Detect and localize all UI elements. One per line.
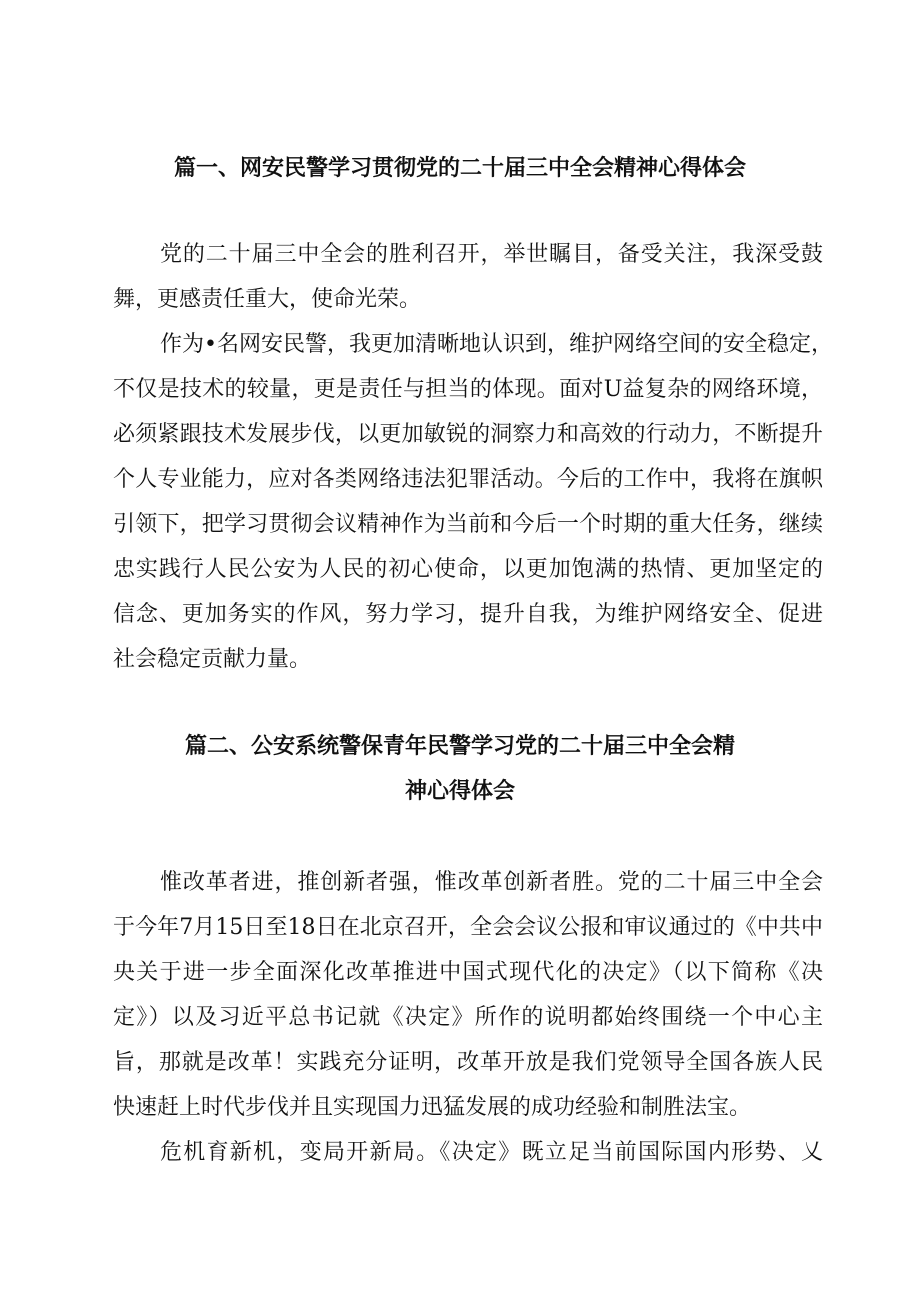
paragraph-line: 个人专业能力，应对各类网络违法犯罪活动。今后的工作中，我将在旗帜 [113, 467, 823, 492]
paragraph-line: 忠实践行人民公安为人民的初心使命，以更加饱满的热情、更加坚定的 [113, 557, 823, 582]
paragraph-line: 快速赶上时代步伐并且实现国力迅猛发展的成功经验和制胜法宝。 [113, 1095, 752, 1120]
paragraph-line: 惟改革者进，推创新者强，惟改革创新者胜。党的二十届三中全会 [160, 870, 823, 895]
paragraph-line: 央关于进一步全面深化改革推进中国式现代化的决定》（以下简称《决 [113, 960, 823, 985]
paragraph-line: 旨，那就是改革！实践充分证明，改革开放是我们党领导全国各族人民 [113, 1050, 823, 1075]
paragraph-line: 作为•名网安民警，我更加清晰地认识到，维护网络空间的安全稳定， [160, 332, 833, 357]
paragraph-line: 于今年7月15日至18日在北京召开，全会会议公报和审议通过的《中共中 [113, 915, 823, 940]
paragraph-line: 引领下，把学习贯彻会议精神作为当前和今后一个时期的重大任务，继续 [113, 512, 823, 537]
paragraph-line: 定》）以及习近平总书记就《决定》所作的说明都始终围绕一个中心主 [113, 1005, 823, 1030]
paragraph-line: 信念、更加务实的作风，努力学习，提升自我，为维护网络安全、促进 [113, 602, 823, 627]
section-2-heading-continued: 神心得体会 [404, 778, 515, 804]
paragraph-line: 舞，更感责任重大，使命光荣。 [113, 287, 422, 312]
paragraph-line: 党的二十届三中全会的胜利召开，举世瞩目，备受关注，我深受鼓 [160, 242, 823, 267]
paragraph-line: 必须紧跟技术发展步伐，以更加敏锐的洞察力和高效的行动力，不断提升 [113, 422, 823, 447]
section-1-heading: 篇一、网安民警学习贯彻党的二十届三中全会精神心得体会 [173, 155, 746, 181]
paragraph-line: 不仅是技术的较量，更是责任与担当的体现。面对U益复杂的网络环境， [113, 377, 823, 402]
paragraph-line: 危机育新机，变局开新局。《决定》既立足当前国际国内形势、乂 [160, 1140, 823, 1165]
section-2-heading: 篇二、公安系统警保青年民警学习党的二十届三中全会精 [184, 733, 735, 759]
paragraph-line: 社会稳定贡献力量。 [113, 647, 312, 672]
